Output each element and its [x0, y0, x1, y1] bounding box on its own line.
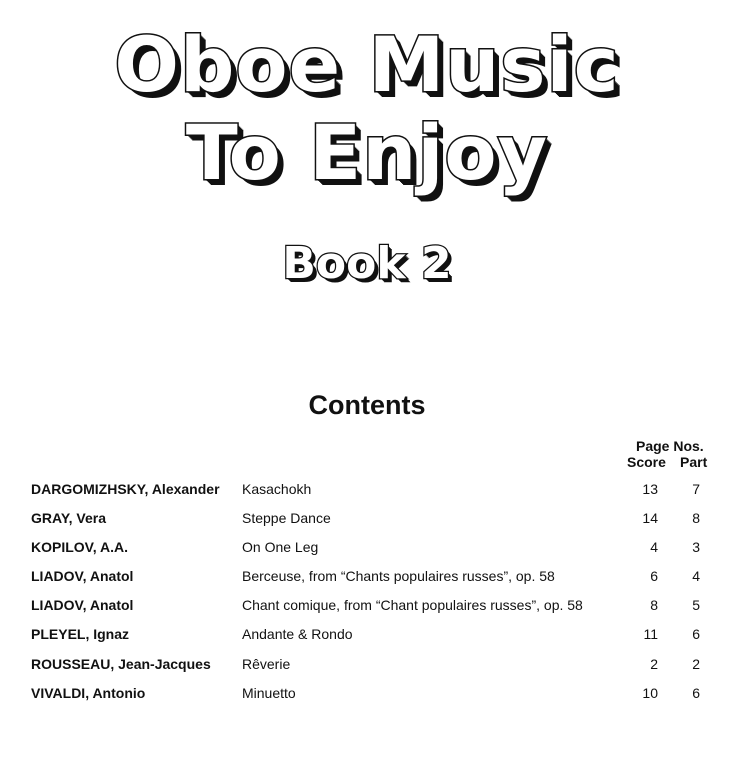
part-page: 8	[692, 510, 700, 526]
contents-row	[0, 568, 734, 590]
contents-row	[0, 597, 734, 619]
part-page: 6	[692, 685, 700, 701]
composer-name: GRAY, Vera	[31, 510, 106, 526]
page-nos-header: Page Nos.	[636, 438, 704, 454]
contents-row	[0, 510, 734, 532]
work-title: Berceuse, from “Chants populaires russes”, op. 58	[242, 568, 555, 584]
work-title: Steppe Dance	[242, 510, 331, 526]
contents-row	[0, 481, 734, 503]
composer-name: KOPILOV, A.A.	[31, 539, 128, 555]
part-page: 6	[692, 626, 700, 642]
book-number: Book 2	[282, 238, 452, 289]
part-page: 2	[692, 656, 700, 672]
composer-name: PLEYEL, Ignaz	[31, 626, 130, 642]
part-page: 4	[692, 568, 700, 584]
part-page: 5	[692, 597, 700, 613]
part-page: 3	[692, 539, 700, 555]
part-column-header: Part	[680, 454, 708, 470]
contents-heading: Contents	[308, 390, 426, 420]
composer-name: LIADOV, Anatol	[31, 597, 134, 613]
score-page: 8	[650, 597, 658, 613]
part-page: 7	[692, 481, 700, 497]
work-title: Andante & Rondo	[242, 626, 353, 642]
work-title: Minuetto	[242, 685, 296, 701]
score-page: 14	[642, 510, 658, 526]
work-title: On One Leg	[242, 539, 319, 555]
composer-name: VIVALDI, Antonio	[31, 685, 146, 701]
contents-row	[0, 685, 734, 707]
score-page: 10	[642, 685, 658, 701]
title-line-1: Oboe Music	[114, 20, 620, 109]
title-line-2: To Enjoy	[185, 108, 549, 197]
composer-name: DARGOMIZHSKY, Alexander	[31, 481, 220, 497]
contents-row	[0, 626, 734, 648]
score-page: 6	[650, 568, 658, 584]
score-column-header: Score	[627, 454, 666, 470]
score-page: 2	[650, 656, 658, 672]
contents-row	[0, 656, 734, 678]
work-title: Chant comique, from “Chant populaires russes”, op. 58	[242, 597, 583, 613]
score-page: 11	[643, 626, 658, 642]
score-page: 4	[650, 539, 658, 555]
composer-name: LIADOV, Anatol	[31, 568, 134, 584]
contents-row	[0, 539, 734, 561]
composer-name: ROUSSEAU, Jean-Jacques	[31, 656, 211, 672]
score-page: 13	[642, 481, 658, 497]
work-title: Rêverie	[242, 656, 291, 672]
work-title: Kasachokh	[242, 481, 312, 497]
